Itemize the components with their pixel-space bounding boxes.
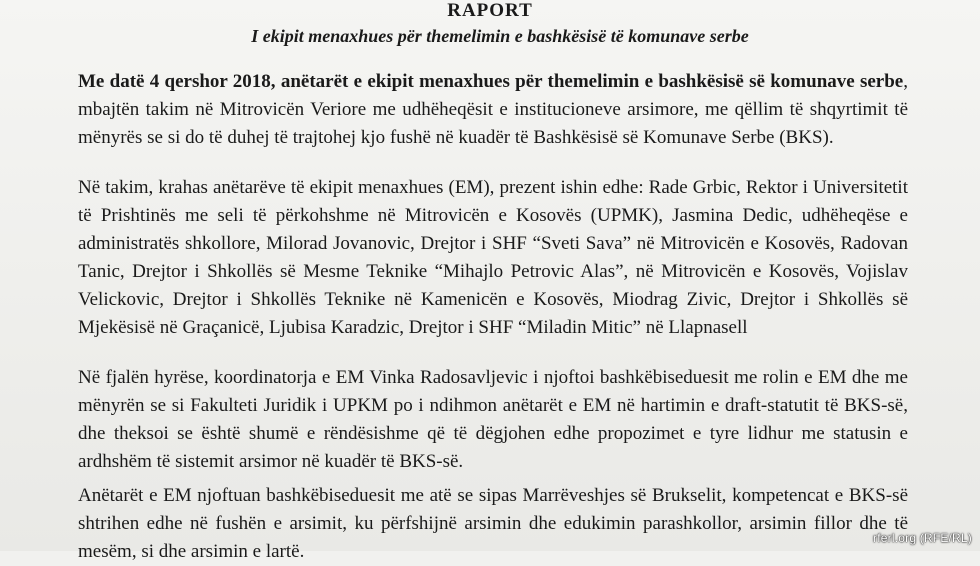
paragraph-2: Në takim, krahas anëtarëve të ekipit menaxhues (EM), prezent ishin edhe: Rade Grbic, Rektor i Universitetit të Prishtinës me seli të përkohshme në Mitrovicën e Kosovës (UPMK), Jasmina Dedic, udhëheqëse e administratës shkollore, Milorad Jovanovic, Drejtor i SHF “Sveti Sava” në Mitrovicën e Kosovës, Radovan Tanic, Drejtor i Shkollës së Mesme Teknike “Mihajlo Petrovic Alas”, në Mitrovicën e Kosovës, Vojislav Velickovic, Drejtor i Shkollës Teknike në Kamenicën e Kosovës, Miodrag Zivic, Drejtor i Shkollës së Mjekësisë në Graçanicë, Ljubisa Karadzic, Drejtor i SHF “Miladin Mitic” në Llapnasell bbox=[78, 177, 908, 338]
document-title: RAPORT bbox=[447, 0, 533, 21]
paragraph-4: Anëtarët e EM njoftuan bashkëbiseduesit me atë se sipas Marrëveshjes së Brukselit, kompetencat e BKS-së shtrihen edhe në fushën e arsimit, ku përfshijnë arsimin dhe edukimin parashkollor, arsimin fillor dhe të mesëm, si dhe arsimin e lartë. bbox=[78, 485, 908, 562]
source-watermark: rferl.org (RFE/RL) bbox=[873, 531, 972, 545]
paragraph-1 bbox=[78, 68, 908, 152]
paragraph-1-lead: Me datë 4 qershor 2018, anëtarët e ekipit menaxhues për themelimin e bashkësisë së komunave serbe bbox=[78, 71, 904, 92]
paragraph-3: Në fjalën hyrëse, koordinatorja e EM Vinka Radosavljevic i njoftoi bashkëbiseduesit me rolin e EM dhe me mënyrën se si Fakulteti Juridik i UPKM po i ndihmon anëtarët e EM në hartimin e draft-statutit të BKS-së, dhe theksoi se është shumë e rëndësishme që të dëgjohen edhe propozimet e tyre lidhur me statusin e ardhshëm të sistemit arsimor në kuadër të BKS-së. bbox=[78, 367, 908, 472]
document-subtitle: I ekipit menaxhues për themelimin e bashkësisë të komunave serbe bbox=[251, 26, 749, 46]
paragraph-1-rest: , mbajtën takim në Mitrovicën Veriore me udhëheqësit e institucioneve arsimore, me qëllim të shqyrtimit të mënyrës se si do të duhej të trajtohej kjo fushë në kuadër të Bashkësisë së Komunave Serbe (BKS). bbox=[78, 71, 908, 148]
